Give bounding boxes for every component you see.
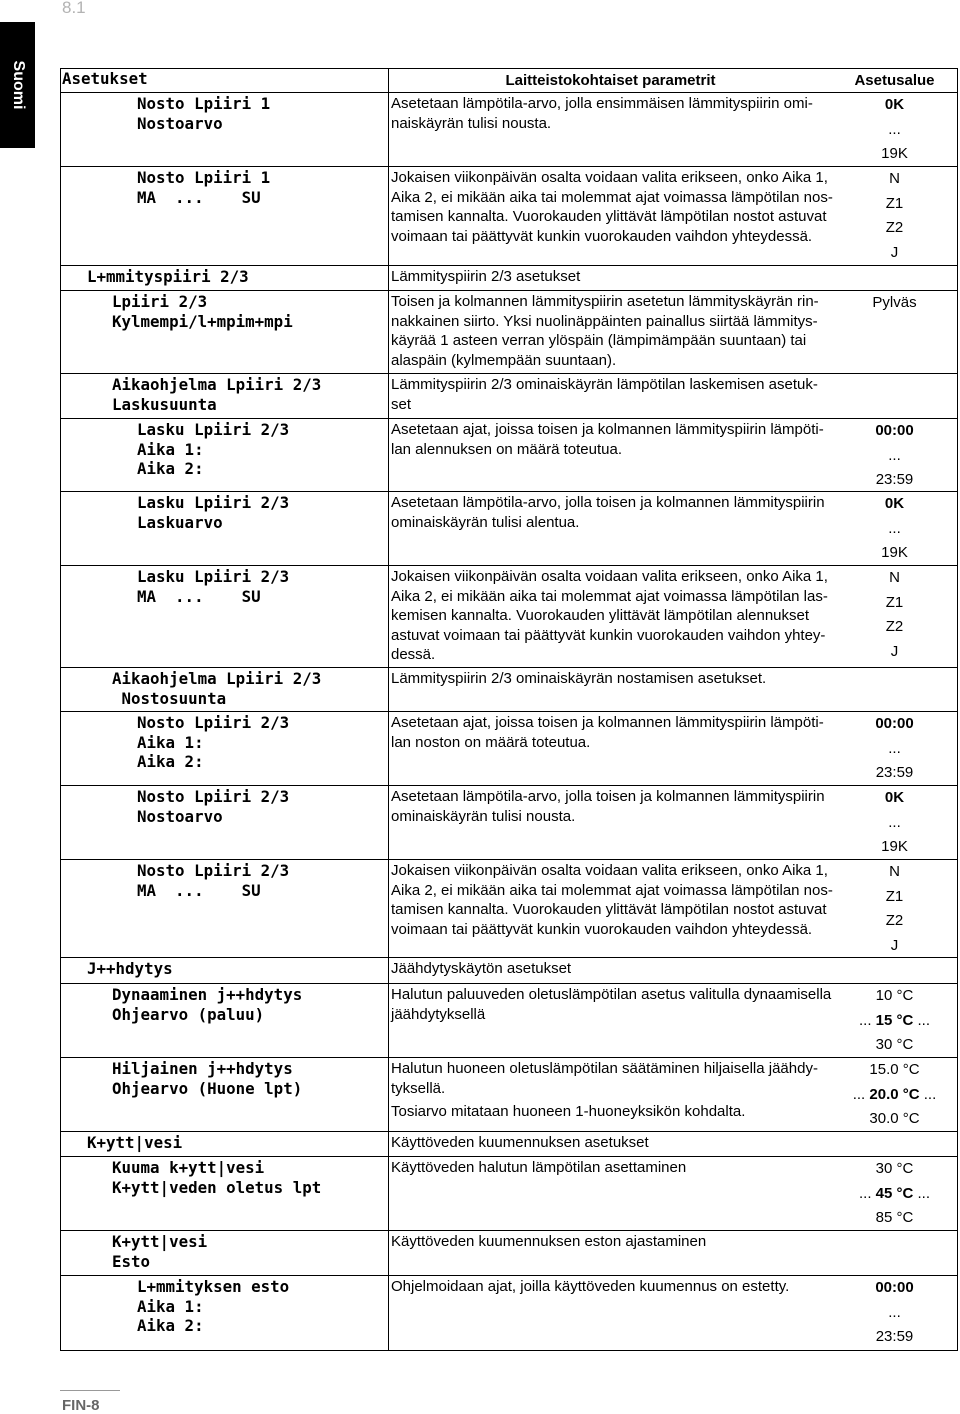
description-cell [389, 419, 832, 491]
description-line: Ohjelmoidaan ajat, joilla käyttöveden kuumennus on estetty. [391, 1278, 790, 1295]
range-line [832, 835, 957, 860]
range-value: Z1 [885, 194, 904, 212]
menu-line: K+ytt|veden oletus lpt [112, 1177, 322, 1197]
description-paragraph [391, 713, 832, 752]
description-line: Aika 2, ei mikään aika tai molemmat ajat voimassa lämpötilan las- [391, 587, 828, 605]
table-row [61, 957, 957, 983]
description-paragraph [391, 1059, 832, 1098]
table-row [61, 166, 957, 265]
table-row [61, 1057, 957, 1131]
range-value: ... [858, 1184, 876, 1202]
default-value: 0K [884, 96, 905, 113]
description-line: Asetetaan ajat, joissa toisen ja kolmannen lämmityspiirin lämpöti- [391, 714, 824, 731]
description-line: Halutun paluuveden oletuslämpötilan asetus valitulla dynaamisella [391, 986, 832, 1003]
description-cell [389, 291, 832, 373]
description-line: astuvat voimaan tai päättyvät kunkin vuorokauden vaihdon yhtey- [391, 626, 826, 644]
range-line [832, 984, 957, 1009]
range-value: ... [888, 1303, 901, 1321]
menu-cell [61, 958, 389, 983]
range-value: N [889, 569, 900, 586]
description-line: tyksellä. [391, 1079, 446, 1097]
menu-line: Ohjearvo (Huone lpt) [112, 1078, 303, 1098]
range-value: 30.0 °C [869, 1110, 920, 1128]
description-line: dessä. [391, 646, 436, 664]
range-line [832, 1325, 957, 1350]
default-value: 0K [884, 495, 905, 512]
menu-line: K+ytt|vesi [112, 1232, 208, 1251]
description-cell [389, 958, 832, 983]
menu-cell [61, 419, 389, 491]
range-value: ... [913, 1184, 931, 1202]
description-line: lan alennuksen on määrä toteutua. [391, 440, 622, 458]
description-paragraph [391, 1133, 832, 1153]
range-line [832, 909, 957, 934]
table-row [61, 711, 957, 785]
menu-line: Laskusuunta [112, 394, 217, 414]
description-paragraph [391, 1102, 832, 1122]
range-line [832, 1083, 957, 1108]
description-paragraph [391, 493, 832, 532]
page-number: FIN-8 [62, 1397, 100, 1414]
default-value: 15 °C [875, 1011, 914, 1029]
description-cell [389, 668, 832, 711]
menu-line: Lasku Lpiiri 2/3 [137, 493, 290, 512]
menu-line: Nosto Lpiiri 2/3 [137, 861, 290, 880]
description-line: Jäähdytyskäytön asetukset [391, 960, 572, 977]
range-line [832, 541, 957, 566]
default-value: 00:00 [875, 715, 914, 732]
range-value: 19K [881, 838, 908, 856]
range-cell [832, 786, 957, 859]
range-line [832, 761, 957, 786]
description-line: ominaiskäyrän tulisi alentua. [391, 513, 580, 531]
range-line [832, 1009, 957, 1034]
range-cell [832, 860, 957, 957]
description-line: Käyttöveden kuumennuksen eston ajastaminen [391, 1233, 707, 1250]
menu-line: Aika 2: [137, 1316, 204, 1336]
menu-cell [61, 1157, 389, 1230]
range-cell [832, 167, 957, 265]
description-line: voimaan tai päättyvät kunkin vuorokauden vaihdon yhteydessä. [391, 227, 813, 245]
menu-cell [61, 1132, 389, 1156]
range-line [832, 444, 957, 469]
menu-line: Hiljainen j++hdytys [112, 1059, 293, 1078]
menu-line: Lasku Lpiiri 2/3 [137, 420, 290, 439]
menu-cell [61, 1058, 389, 1131]
range-value: ... [888, 120, 901, 138]
range-line [832, 142, 957, 167]
menu-line: Aika 2: [137, 752, 204, 772]
range-line [832, 1276, 957, 1301]
description-cell [389, 566, 832, 667]
range-cell [832, 374, 957, 418]
description-paragraph [391, 1277, 832, 1297]
range-value: Z2 [885, 618, 904, 636]
description-line: Käyttöveden kuumennuksen asetukset [391, 1134, 649, 1151]
range-value: ... [913, 1011, 931, 1029]
range-line [832, 419, 957, 444]
range-line [832, 811, 957, 836]
range-line [832, 1206, 957, 1231]
menu-line: Dynaaminen j++hdytys [112, 985, 303, 1004]
menu-line: Aika 1: [137, 439, 204, 459]
range-cell [832, 984, 957, 1057]
section-number: 8.1 [62, 0, 86, 17]
description-cell [389, 167, 832, 265]
range-value: 19K [881, 544, 908, 562]
description-paragraph [391, 375, 832, 414]
description-paragraph [391, 1158, 832, 1178]
description-line: tamisen kannalta. Vuorokauden ylittävät lämpötilan nostot astuvat [391, 901, 827, 919]
description-line: Halutun huoneen oletuslämpötilan säätäminen hiljaisella jäähdy- [391, 1060, 818, 1077]
menu-cell [61, 167, 389, 265]
table-row [61, 1131, 957, 1156]
range-line [832, 615, 957, 640]
range-line [832, 192, 957, 217]
menu-line: Lpiiri 2/3 [112, 292, 208, 311]
description-line: Asetetaan ajat, joissa toisen ja kolmannen lämmityspiirin lämpöti- [391, 421, 824, 438]
description-line: Käyttöveden halutun lämpötilan asettaminen [391, 1159, 687, 1176]
range-line [832, 640, 957, 665]
description-line: ominaiskäyrän tulisi nousta. [391, 807, 576, 825]
description-cell [389, 984, 832, 1057]
table-row [61, 983, 957, 1057]
range-value: ... [888, 446, 901, 464]
description-cell [389, 266, 832, 290]
description-line: jäähdytyksellä [391, 1005, 486, 1023]
description-cell [389, 712, 832, 785]
footer-rule [60, 1390, 120, 1391]
range-value: ... [888, 519, 901, 537]
menu-cell [61, 668, 389, 711]
menu-cell [61, 712, 389, 785]
menu-line: Aika 1: [137, 732, 204, 752]
range-value: J [890, 937, 899, 955]
description-paragraph [391, 292, 832, 370]
language-tab [0, 22, 35, 148]
description-paragraph [391, 861, 832, 939]
range-line [832, 934, 957, 959]
description-line: lan noston on määrä toteutua. [391, 733, 591, 751]
description-cell [389, 93, 832, 166]
menu-line: Lasku Lpiiri 2/3 [137, 567, 290, 586]
menu-line: Nostoarvo [137, 806, 223, 826]
table-row [61, 1230, 957, 1275]
description-cell [389, 786, 832, 859]
description-line: Asetetaan lämpötila-arvo, jolla ensimmäisen lämmityspiirin omi- [391, 95, 813, 112]
range-cell [832, 93, 957, 166]
description-cell [389, 492, 832, 565]
menu-cell [61, 566, 389, 667]
menu-line: MA ... SU [137, 187, 261, 207]
range-value: J [890, 244, 899, 262]
description-cell [389, 1058, 832, 1131]
range-line [832, 860, 957, 885]
menu-cell [61, 291, 389, 373]
table-row [61, 565, 957, 667]
table-row [61, 92, 957, 166]
menu-line: Nostosuunta [112, 688, 227, 708]
description-paragraph [391, 669, 832, 689]
default-value: 20.0 °C [869, 1085, 920, 1103]
description-line: alaspäin (kylmempään suuntaan). [391, 351, 617, 369]
range-value: 23:59 [875, 1328, 914, 1346]
description-cell [389, 374, 832, 418]
menu-line: L+mmityspiiri 2/3 [87, 267, 249, 286]
range-value: Z1 [885, 887, 904, 905]
parameter-table [60, 68, 958, 1351]
description-cell [389, 860, 832, 957]
range-cell [832, 668, 957, 711]
range-value: ... [888, 813, 901, 831]
table-row [61, 491, 957, 565]
default-value: 45 °C [875, 1184, 914, 1202]
description-line: Aika 2, ei mikään aika tai molemmat ajat voimassa lämpötilan nos- [391, 188, 833, 206]
menu-line: MA ... SU [137, 586, 261, 606]
table-row [61, 859, 957, 957]
range-cell [832, 1058, 957, 1131]
description-paragraph [391, 168, 832, 246]
menu-line: Aikaohjelma Lpiiri 2/3 [112, 375, 322, 394]
menu-line: Aika 1: [137, 1296, 204, 1316]
menu-cell [61, 1276, 389, 1350]
range-cell [832, 1231, 957, 1275]
description-line: tamisen kannalta. Vuorokauden ylittävät lämpötilan nostot astuvat [391, 208, 827, 226]
description-cell [389, 1157, 832, 1230]
range-value: 23:59 [875, 471, 914, 489]
range-value: 85 °C [875, 1209, 914, 1227]
range-line [832, 1033, 957, 1058]
description-line: nakkainen siirto. Yksi nuolinäppäinten painallus siirtää lämmitys- [391, 312, 818, 330]
description-line: Aika 2, ei mikään aika tai molemmat ajat voimassa lämpötilan nos- [391, 881, 833, 899]
default-value: 00:00 [875, 1279, 914, 1296]
range-cell [832, 1157, 957, 1230]
menu-cell [61, 1231, 389, 1275]
menu-line: MA ... SU [137, 880, 261, 900]
range-cell [832, 492, 957, 565]
range-cell [832, 291, 957, 373]
menu-line: Laskuarvo [137, 512, 223, 532]
header-settings: Asetukset [61, 69, 389, 92]
range-line [832, 93, 957, 118]
description-line: Tosiarvo mitataan huoneen 1-huoneyksikön kohdalta. [391, 1103, 746, 1121]
description-line: kemisen kannalta. Vuorokauden ylittävät lämpötilan alennukset [391, 607, 810, 625]
description-line: Asetetaan lämpötila-arvo, jolla toisen ja kolmannen lämmityspiirin [391, 788, 825, 805]
description-line: Jokaisen viikonpäivän osalta voidaan valita erikseen, onko Aika 1, [391, 169, 828, 186]
menu-cell [61, 266, 389, 290]
description-paragraph [391, 1232, 832, 1252]
menu-line: Nosto Lpiiri 2/3 [137, 713, 290, 732]
range-cell [832, 1132, 957, 1156]
table-row [61, 265, 957, 290]
menu-cell [61, 860, 389, 957]
menu-line: Nosto Lpiiri 1 [137, 168, 271, 187]
description-line: käyrää 1 asteen verran ylöspäin (lämpimämpään suuntaan) tai [391, 332, 807, 350]
range-value: ... [858, 1011, 876, 1029]
description-line: Lämmityspiirin 2/3 ominaiskäyrän nostamisen asetukset. [391, 670, 767, 687]
range-value: 30 °C [875, 1160, 914, 1177]
menu-cell [61, 492, 389, 565]
menu-line: Nosto Lpiiri 2/3 [137, 787, 290, 806]
menu-line: Nostoarvo [137, 113, 223, 133]
range-value: N [889, 170, 900, 187]
menu-cell [61, 374, 389, 418]
default-value: 00:00 [875, 422, 914, 439]
range-line [832, 241, 957, 266]
range-line [832, 492, 957, 517]
range-line [832, 786, 957, 811]
range-line [832, 737, 957, 762]
description-line: Asetetaan lämpötila-arvo, jolla toisen ja kolmannen lämmityspiirin [391, 494, 825, 511]
description-line: Jokaisen viikonpäivän osalta voidaan valita erikseen, onko Aika 1, [391, 862, 828, 879]
description-paragraph [391, 94, 832, 133]
menu-line: Kuuma k+ytt|vesi [112, 1158, 265, 1177]
description-paragraph [391, 985, 832, 1024]
range-line [832, 566, 957, 591]
header-range: Asetusalue [854, 72, 935, 89]
range-value: 19K [881, 145, 908, 163]
range-value: 15.0 °C [869, 1061, 920, 1078]
range-value: Z2 [885, 219, 904, 237]
range-line [832, 1107, 957, 1132]
description-line: set [391, 395, 412, 413]
range-value: Pylväs [872, 294, 917, 311]
description-line: Toisen ja kolmannen lämmityspiirin asetetun lämmityskäyrän rin- [391, 293, 819, 310]
menu-line: L+mmityksen esto [137, 1277, 290, 1296]
description-line: Lämmityspiirin 2/3 ominaiskäyrän lämpötilan laskemisen asetuk- [391, 376, 818, 393]
range-value: N [889, 863, 900, 880]
description-paragraph [391, 959, 832, 979]
table-row [61, 373, 957, 418]
range-cell [832, 1276, 957, 1350]
table-body [61, 92, 957, 1350]
range-value: Z1 [885, 593, 904, 611]
table-row [61, 418, 957, 491]
range-cell [832, 266, 957, 290]
range-cell [832, 566, 957, 667]
menu-line: Aikaohjelma Lpiiri 2/3 [112, 669, 322, 688]
table-header-row [61, 69, 957, 92]
description-paragraph [391, 420, 832, 459]
description-paragraph [391, 567, 832, 665]
range-line [832, 118, 957, 143]
menu-cell [61, 984, 389, 1057]
range-line [832, 885, 957, 910]
range-line [832, 216, 957, 241]
menu-line: Ohjearvo (paluu) [112, 1004, 265, 1024]
range-value: ... [919, 1085, 937, 1103]
table-row [61, 1156, 957, 1230]
range-value: 23:59 [875, 764, 914, 782]
range-line [832, 1157, 957, 1182]
menu-line: K+ytt|vesi [87, 1133, 183, 1152]
description-line: Lämmityspiirin 2/3 asetukset [391, 268, 581, 285]
header-parameters: Laitteistokohtaiset parametrit [505, 72, 716, 89]
description-line: voimaan tai päättyvät kunkin vuorokauden vaihdon yhteydessä. [391, 920, 813, 938]
range-line [832, 712, 957, 737]
range-value: Z2 [885, 912, 904, 930]
range-value: 30 °C [875, 1036, 914, 1054]
menu-cell [61, 93, 389, 166]
table-row [61, 785, 957, 859]
range-value: 10 °C [875, 987, 914, 1004]
range-value: J [890, 643, 899, 661]
language-tab-label: Suomi [9, 60, 27, 110]
description-cell [389, 1132, 832, 1156]
description-paragraph [391, 267, 832, 287]
range-line [832, 167, 957, 192]
range-line [832, 1058, 957, 1083]
description-line: Jokaisen viikonpäivän osalta voidaan valita erikseen, onko Aika 1, [391, 568, 828, 585]
range-value: ... [852, 1085, 870, 1103]
menu-cell [61, 786, 389, 859]
table-row [61, 667, 957, 711]
range-line [832, 291, 957, 316]
range-line [832, 468, 957, 493]
table-row [61, 290, 957, 373]
range-line [832, 591, 957, 616]
description-cell [389, 1276, 832, 1350]
range-cell [832, 958, 957, 983]
default-value: 0K [884, 789, 905, 806]
range-value: ... [888, 739, 901, 757]
range-cell [832, 419, 957, 491]
range-line [832, 1301, 957, 1326]
menu-line: Esto [112, 1251, 151, 1271]
table-row [61, 1275, 957, 1350]
description-cell [389, 1231, 832, 1275]
range-line [832, 1182, 957, 1207]
description-paragraph [391, 787, 832, 826]
description-line: naiskäyrän tulisi nousta. [391, 114, 552, 132]
menu-line: J++hdytys [87, 959, 173, 978]
range-cell [832, 712, 957, 785]
menu-line: Kylmempi/l+mpim+mpi [112, 311, 293, 331]
menu-line: Nosto Lpiiri 1 [137, 94, 271, 113]
range-line [832, 517, 957, 542]
menu-line: Aika 2: [137, 459, 204, 479]
